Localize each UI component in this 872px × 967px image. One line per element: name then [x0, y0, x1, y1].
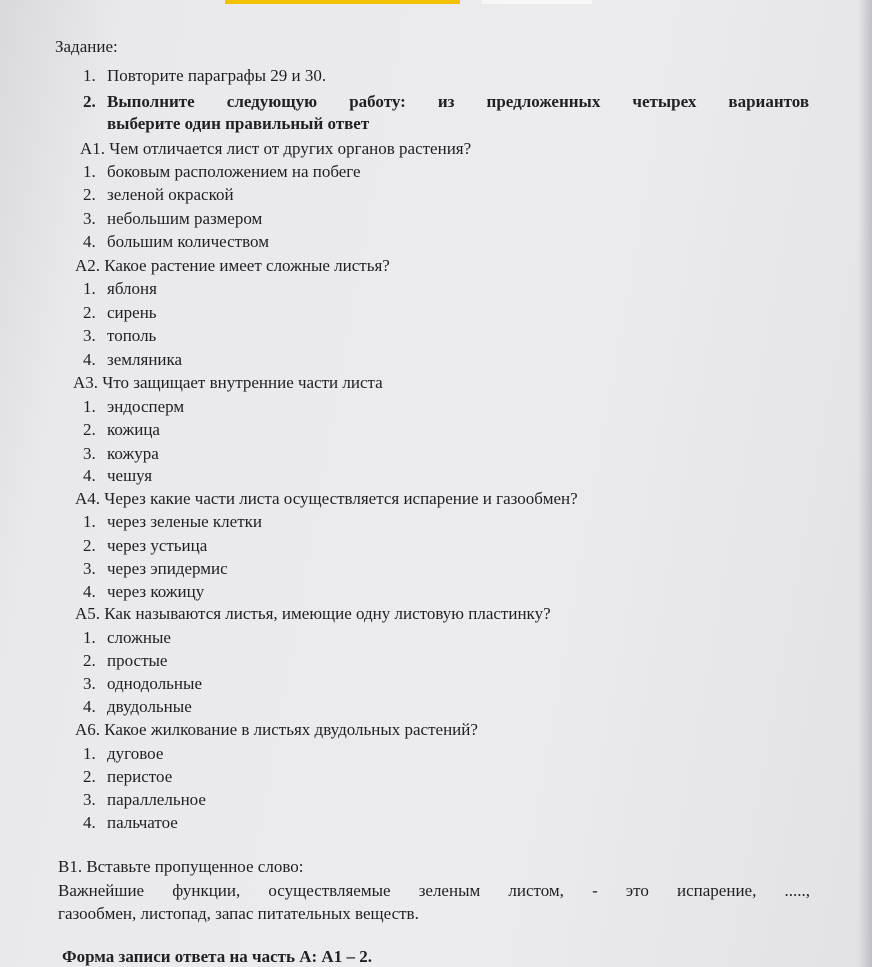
- question-b1-text-line2: газообмен, листопад, запас питательных веществ.: [58, 904, 419, 923]
- option-text: кожура: [107, 444, 159, 463]
- option-a3-3: [83, 444, 159, 464]
- option-a1-4: [83, 232, 269, 252]
- option-number: 1.: [83, 162, 96, 181]
- option-a3-2: [83, 420, 160, 440]
- option-number: 2.: [83, 303, 96, 322]
- option-number: 1.: [83, 279, 96, 298]
- option-text: сирень: [107, 303, 157, 322]
- option-number: 3.: [83, 674, 96, 693]
- option-a2-1: [83, 279, 157, 299]
- option-number: 2.: [83, 185, 96, 204]
- option-a6-4: [83, 813, 178, 833]
- option-number: 2.: [83, 420, 96, 439]
- option-text: дуговое: [107, 744, 164, 763]
- task-item-1-number: 1.: [83, 66, 96, 85]
- task-item-1-text: Повторите параграфы 29 и 30.: [107, 66, 327, 85]
- task-item-2-continued: выберите один правильный ответ: [107, 114, 370, 133]
- option-text: большим количеством: [107, 232, 269, 251]
- option-number: 1.: [83, 512, 96, 531]
- option-a1-2: [83, 185, 234, 205]
- answer-form-instruction: Форма записи ответа на часть А: А1 – 2.: [62, 947, 372, 966]
- option-text: через зеленые клетки: [107, 512, 262, 531]
- task-item-2: [83, 92, 809, 112]
- option-text: яблоня: [107, 279, 157, 298]
- option-number: 3.: [83, 209, 96, 228]
- option-text: через устьица: [107, 536, 208, 555]
- option-number: 4.: [83, 466, 96, 485]
- option-a4-4: [83, 582, 204, 602]
- question-a5: А5. Как называются листья, имеющие одну листовую пластинку?: [75, 604, 551, 623]
- question-b1-text-line1: Важнейшие функции, осуществляемые зеленым листом, - это испарение, .....,: [58, 881, 810, 900]
- option-text: небольшим размером: [107, 209, 263, 228]
- option-a4-1: [83, 512, 262, 532]
- task-item-1: [83, 66, 326, 86]
- option-a5-1: [83, 628, 171, 648]
- option-a5-3: [83, 674, 202, 694]
- option-a3-4: [83, 466, 152, 486]
- option-a1-3: [83, 209, 262, 229]
- option-number: 3.: [83, 444, 96, 463]
- option-a3-1: [83, 397, 184, 417]
- option-text: пальчатое: [107, 813, 178, 832]
- option-text: зеленой окраской: [107, 185, 234, 204]
- option-text: параллельное: [107, 790, 206, 809]
- option-text: перистое: [107, 767, 173, 786]
- option-number: 2.: [83, 651, 96, 670]
- option-a6-3: [83, 790, 206, 810]
- option-number: 2.: [83, 767, 96, 786]
- option-a2-3: [83, 326, 156, 346]
- option-text: через эпидермис: [107, 559, 228, 578]
- option-a2-2: [83, 303, 157, 323]
- option-a5-4: [83, 697, 192, 717]
- task-item-2-text: Выполните следующую работу: из предложенных четырех вариантов: [107, 92, 809, 111]
- question-a6: А6. Какое жилкование в листьях двудольных растений?: [75, 720, 478, 739]
- question-a3: А3. Что защищает внутренние части листа: [73, 373, 383, 392]
- option-number: 4.: [83, 582, 96, 601]
- option-a4-2: [83, 536, 207, 556]
- option-number: 2.: [83, 536, 96, 555]
- option-text: двудольные: [107, 697, 192, 716]
- option-number: 3.: [83, 790, 96, 809]
- option-text: сложные: [107, 628, 171, 647]
- option-number: 4.: [83, 232, 96, 251]
- option-a6-2: [83, 767, 172, 787]
- option-text: однодольные: [107, 674, 202, 693]
- option-a4-3: [83, 559, 228, 579]
- option-text: боковым расположением на побеге: [107, 162, 361, 181]
- task-title: Задание:: [55, 37, 118, 56]
- option-number: 3.: [83, 326, 96, 345]
- question-a2: А2. Какое растение имеет сложные листья?: [75, 256, 390, 275]
- option-text: эндосперм: [107, 397, 185, 416]
- option-number: 1.: [83, 397, 96, 416]
- task-item-2-number: 2.: [83, 92, 96, 111]
- option-text: через кожицу: [107, 582, 205, 601]
- option-text: тополь: [107, 326, 157, 345]
- option-text: чешуя: [107, 466, 153, 485]
- option-a5-2: [83, 651, 167, 671]
- question-b1: В1. Вставьте пропущенное слово:: [58, 857, 304, 876]
- question-a1: А1. Чем отличается лист от других органов растения?: [80, 139, 472, 158]
- option-text: простые: [107, 651, 168, 670]
- option-number: 1.: [83, 744, 96, 763]
- question-a4: А4. Через какие части листа осуществляется испарение и газообмен?: [75, 489, 578, 508]
- option-a6-1: [83, 744, 163, 764]
- option-a1-1: [83, 162, 361, 182]
- option-number: 4.: [83, 697, 96, 716]
- option-number: 3.: [83, 559, 96, 578]
- option-text: земляника: [107, 350, 183, 369]
- option-number: 4.: [83, 813, 96, 832]
- option-a2-4: [83, 350, 182, 370]
- option-text: кожица: [107, 420, 160, 439]
- right-edge-shadow: [858, 0, 872, 967]
- option-number: 1.: [83, 628, 96, 647]
- option-number: 4.: [83, 350, 96, 369]
